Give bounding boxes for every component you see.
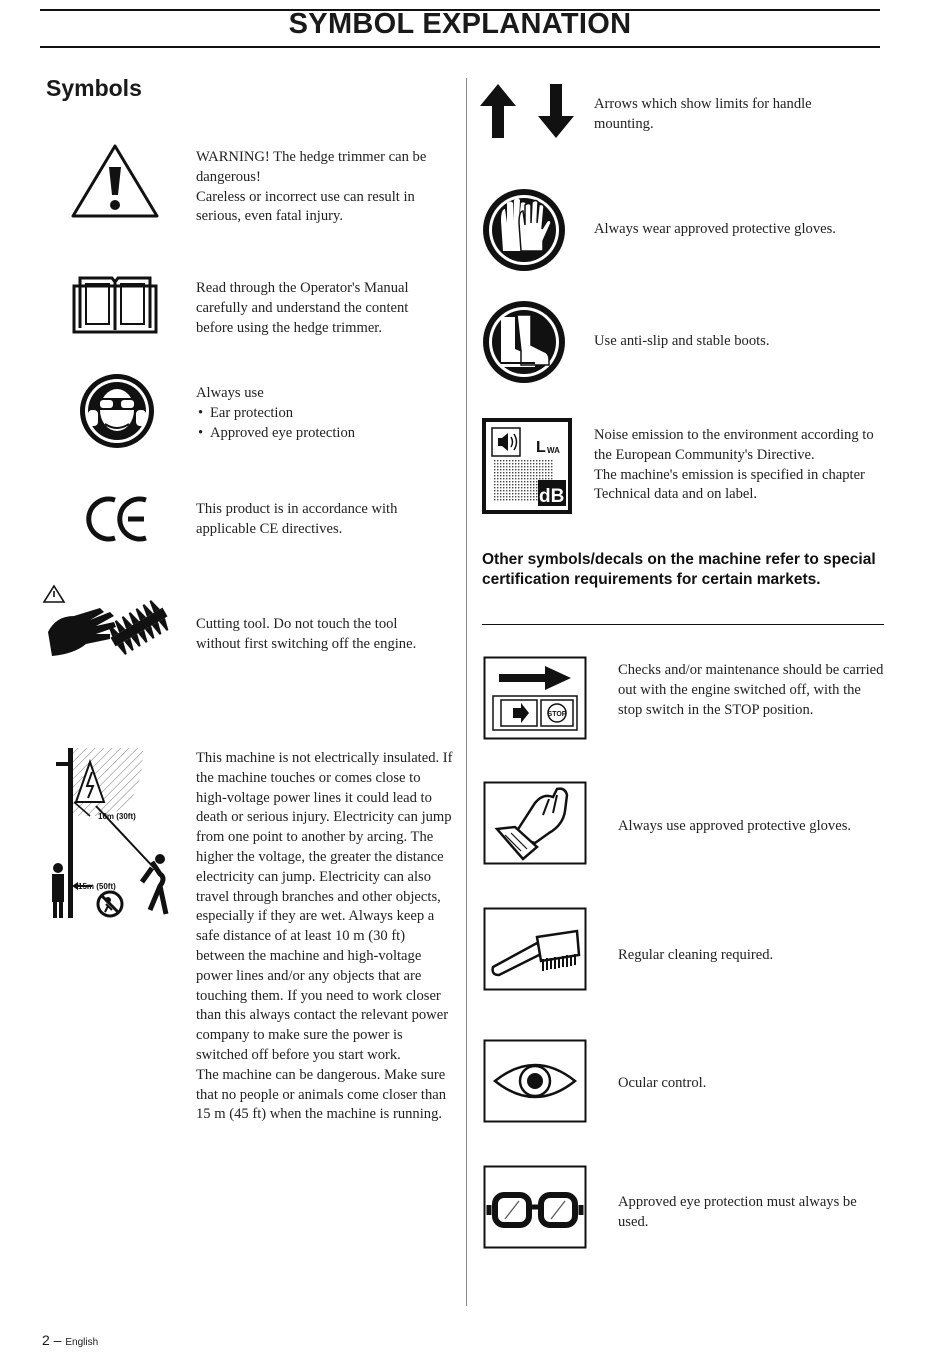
cleaning-brush-icon xyxy=(483,907,587,991)
electric-paragraph: The machine can be dangerous. Make sure that no people or animals come closer than 15 m (45 ft) when the machine is running. xyxy=(196,1066,447,1123)
open-book-icon xyxy=(72,272,158,334)
electric-paragraph: This machine is not electrically insulated. If the machine touches or comes close to high-voltage power lines it could lead to death or serious injury. Electricity can jump from one point to another by arcing. The higher the voltage, the greater the distance electricity can jump. Electricity can also travel through branches and other objects, especially if they are wet. Always keep a safe distance of at least 10 m (30 ft) between the machine and high-voltage power lines and/or any objects that are touching them. If you need to work closer than this always contact the relevant power company to make sure the power is switched off before you start work. xyxy=(196,750,453,1063)
cutting-tool-hand-icon xyxy=(44,582,174,666)
protection-item: • Approved eye protection xyxy=(196,424,441,444)
ear-eye-protection-icon xyxy=(78,372,156,450)
ce-description: This product is in accordance with applicable CE directives. xyxy=(196,501,398,537)
lwa-label: L xyxy=(536,439,546,456)
manual-description: Read through the Operator's Manual carefully and understand the content before using the hedge trimmer. xyxy=(196,280,409,336)
stop-switch-description: Checks and/or maintenance should be carried out with the engine switched off, with the stop switch in the STOP position. xyxy=(618,662,884,718)
protective-gloves-icon xyxy=(481,187,567,273)
glasses-description: Approved eye protection must always be used. xyxy=(618,1194,857,1230)
eye-description: Ocular control. xyxy=(618,1075,707,1091)
glove-decal-description: Always use approved protective gloves. xyxy=(618,818,852,834)
page-footer xyxy=(42,1332,98,1348)
noise-emission-icon xyxy=(482,418,572,514)
protection-item: • Ear protection xyxy=(196,404,441,424)
eye-icon xyxy=(483,1039,587,1123)
eye-protection-glasses-icon xyxy=(483,1165,587,1249)
far-distance-label: 15m (50ft) xyxy=(78,882,116,891)
noise-line: Noise emission to the environment according to the European Community's Directive. xyxy=(594,427,874,463)
glove-decal-icon xyxy=(483,781,587,865)
other-symbols-heading: Other symbols/decals on the machine refer to special certification requirements for certain markets. xyxy=(482,551,876,588)
lwa-subscript: WA xyxy=(547,446,560,455)
footer-separator: – xyxy=(49,1332,66,1348)
cleaning-description: Regular cleaning required. xyxy=(618,947,774,963)
cutting-description: Cutting tool. Do not touch the tool without first switching off the engine. xyxy=(196,616,417,652)
page-number: 2 xyxy=(42,1332,50,1348)
warning-line: Careless or incorrect use can result in serious, even fatal injury. xyxy=(196,188,415,225)
page-title: SYMBOL EXPLANATION xyxy=(288,8,632,40)
gloves-description: Always wear approved protective gloves. xyxy=(594,221,836,237)
warning-triangle-icon xyxy=(70,143,160,219)
other-symbols-rule xyxy=(482,624,884,625)
stop-label: STOP xyxy=(547,711,567,718)
column-divider xyxy=(466,78,467,1306)
boots-description: Use anti-slip and stable boots. xyxy=(594,333,770,349)
noise-description xyxy=(594,426,890,505)
warning-line: WARNING! The hedge trimmer can be dangerous! xyxy=(196,149,427,185)
db-label: dB xyxy=(539,486,565,507)
electric-description xyxy=(196,749,454,1125)
ce-mark-icon xyxy=(88,494,150,544)
noise-line: The machine's emission is specified in chapter Technical data and on label. xyxy=(594,466,865,503)
boots-icon xyxy=(481,299,567,385)
protection-list xyxy=(196,404,441,444)
near-distance-label: 10m (30ft) xyxy=(98,812,136,821)
footer-language: English xyxy=(65,1337,99,1348)
power-line-distance-icon xyxy=(48,744,178,924)
stop-switch-icon xyxy=(483,656,587,740)
title-bottom-rule xyxy=(40,46,880,48)
protection-description xyxy=(196,384,441,443)
warning-description xyxy=(196,148,441,227)
section-heading: Symbols xyxy=(46,75,142,101)
protection-intro: Always use xyxy=(196,385,264,401)
handle-limit-arrows-icon xyxy=(480,82,574,140)
arrows-description: Arrows which show limits for handle mounting. xyxy=(594,96,812,132)
